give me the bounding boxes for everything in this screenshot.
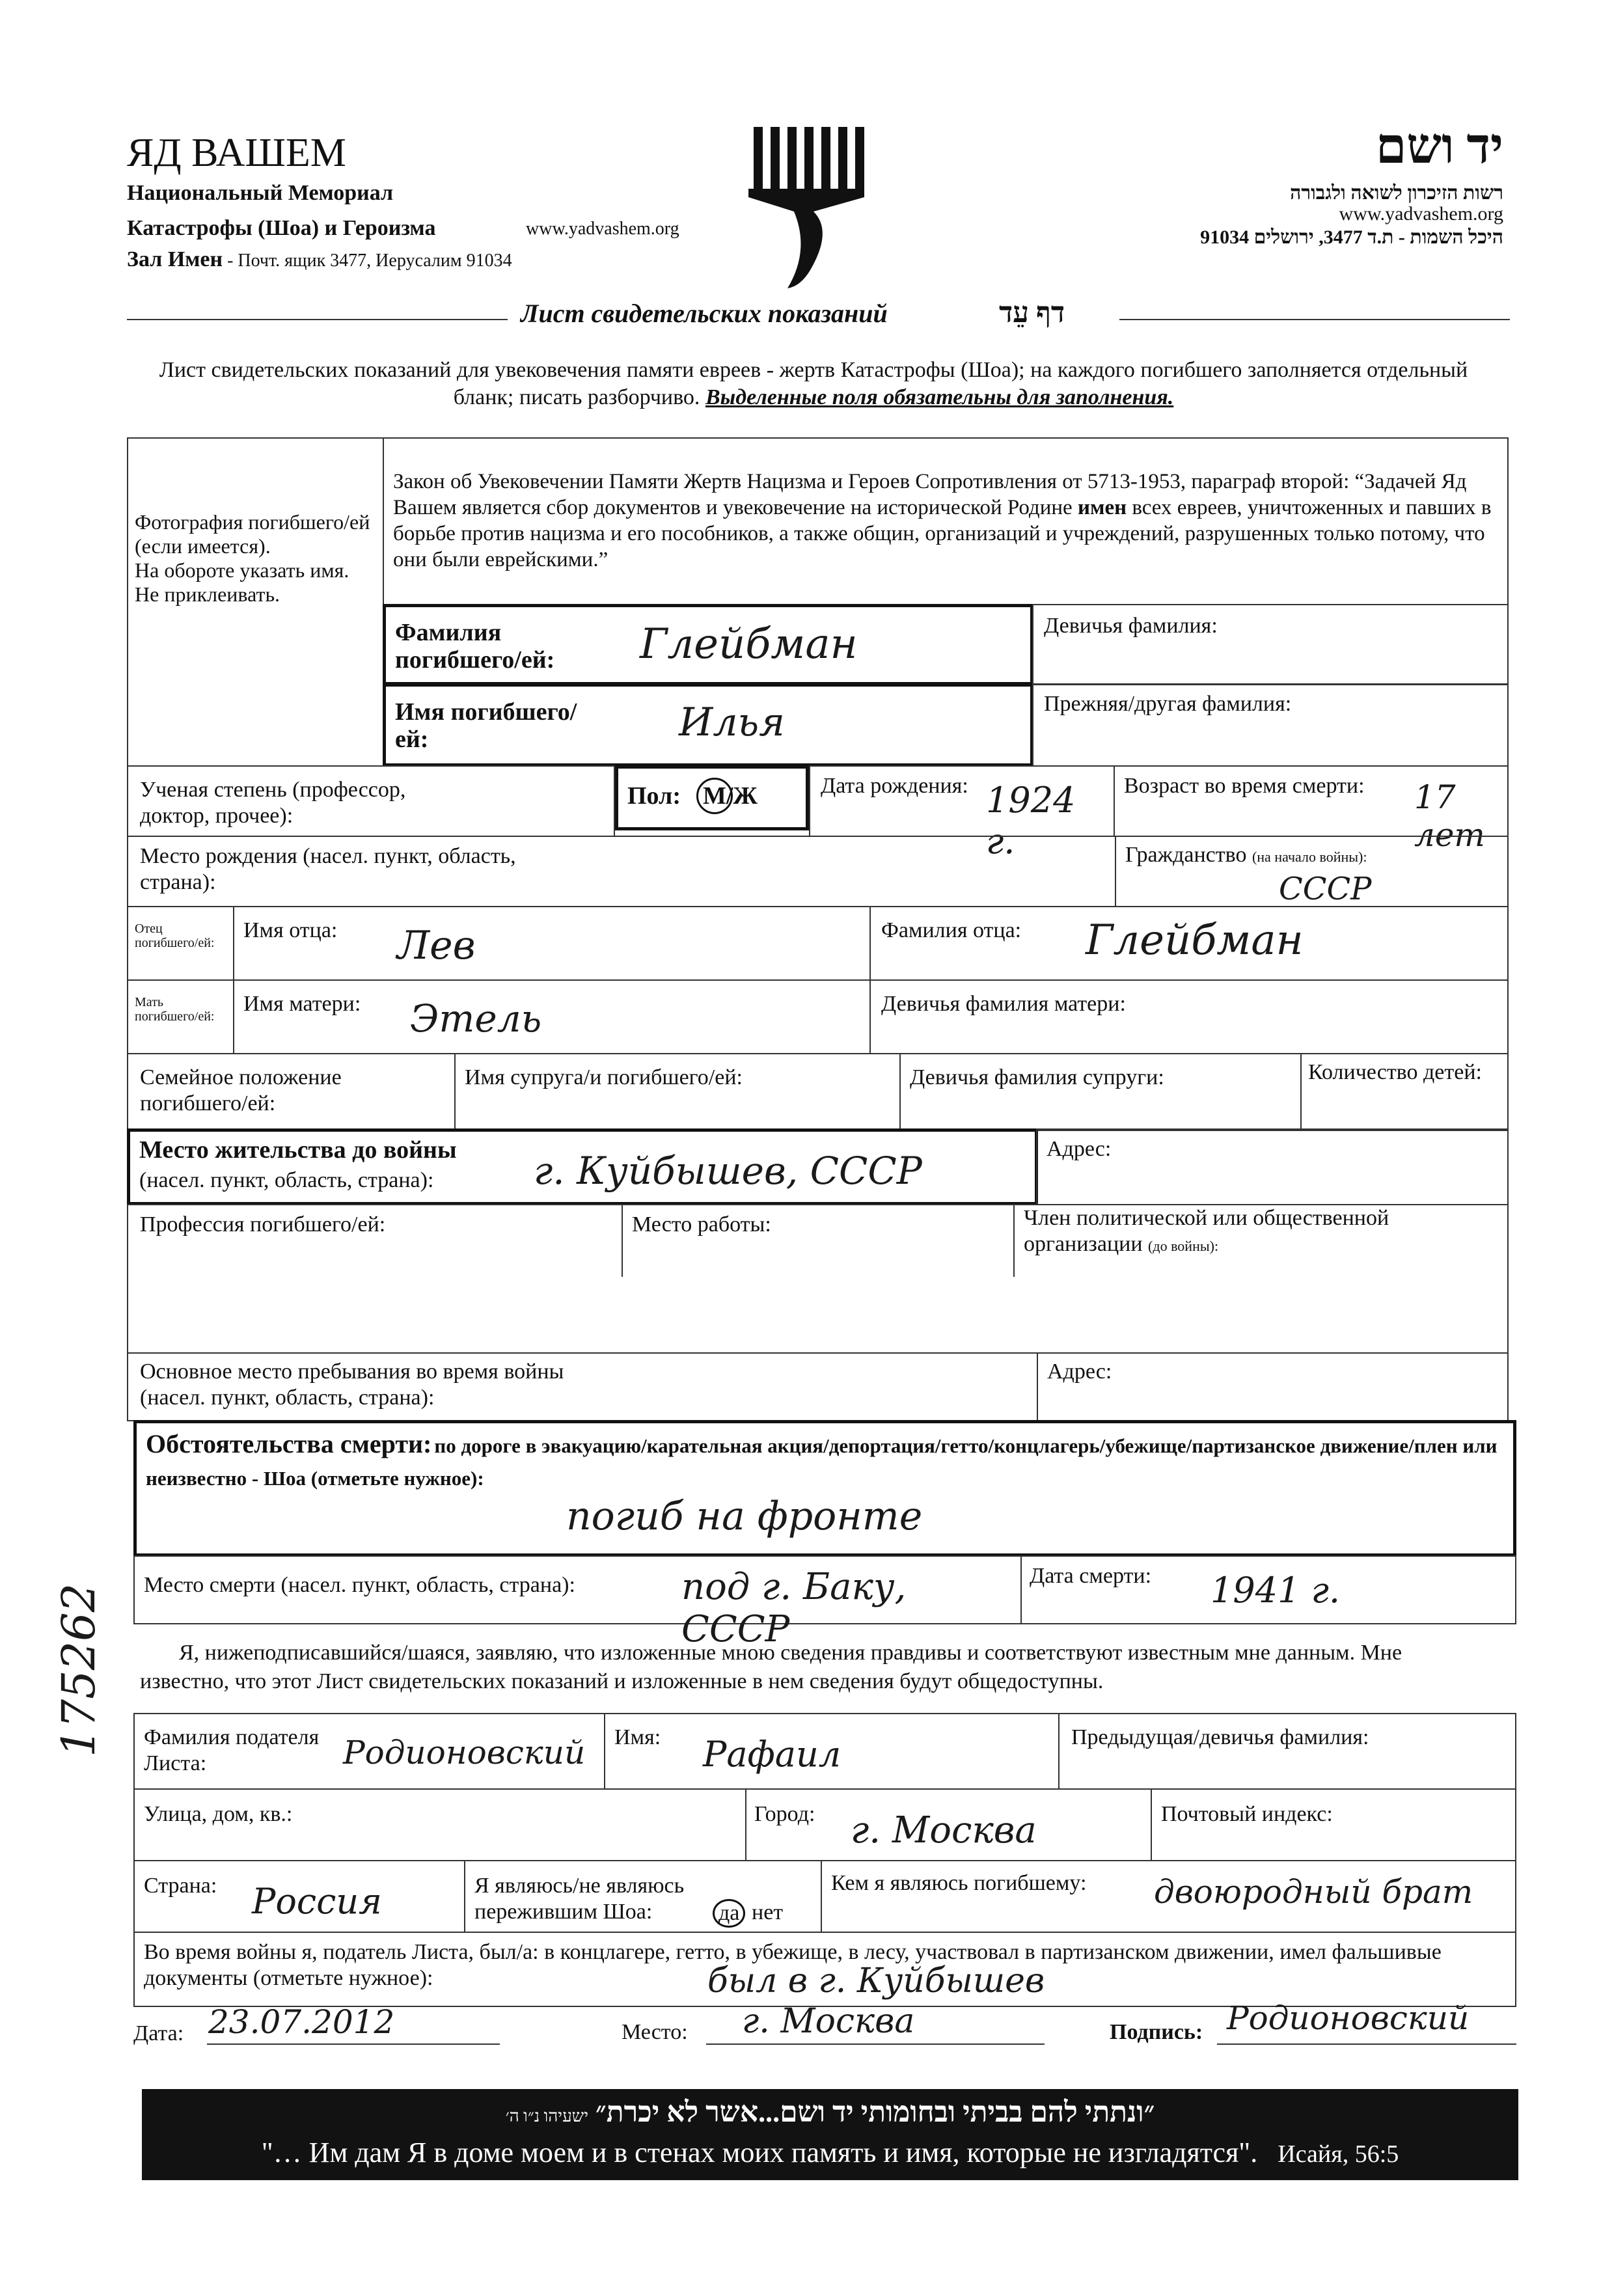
hall-line bbox=[127, 247, 512, 272]
residence-address-field[interactable] bbox=[1036, 1128, 1509, 1205]
wartime-label: Основное место пребывания во время войны (насел. пункт, область, страна): bbox=[140, 1360, 564, 1410]
death-place-field[interactable] bbox=[133, 1555, 1022, 1650]
work-divider-1 bbox=[622, 1205, 623, 1277]
city-value: г. Москва bbox=[851, 1809, 1037, 1852]
spouse-maiden-label: Девичья фамилия супруги: bbox=[910, 1065, 1164, 1089]
father-surname-field[interactable] bbox=[869, 906, 1509, 981]
father-name-label: Имя отца: bbox=[243, 918, 338, 942]
relation-field[interactable] bbox=[821, 1860, 1516, 1933]
wartime-address-label: Адрес: bbox=[1047, 1360, 1112, 1384]
banner-hebrew-ref: ישעיהו נ״ו ה׳ bbox=[505, 2107, 589, 2125]
maiden-name-field[interactable] bbox=[1032, 604, 1509, 685]
sex-circle bbox=[696, 778, 733, 814]
submitter-war-field[interactable] bbox=[133, 1932, 1516, 2007]
website-right: www.yadvashem.org bbox=[1339, 203, 1503, 225]
death-date-label: Дата смерти: bbox=[1030, 1564, 1152, 1588]
citizenship-value: СССР bbox=[1279, 871, 1372, 907]
member-note: (до войны): bbox=[1148, 1238, 1219, 1254]
survivor-yes[interactable]: да bbox=[713, 1899, 745, 1928]
law-part2: всех евреев, уничтоженных и павших в борьбе против нацизма и его пособников, а также общин, организаций и учреждений, разрушенных только потому, что они были еврейскими.” bbox=[393, 496, 1492, 571]
website-left: www.yadvashem.org bbox=[526, 219, 679, 239]
victim-firstname-label: Имя погибшего/ей: bbox=[395, 698, 577, 753]
sign-place-value: г. Москва bbox=[742, 2002, 915, 2041]
photo-box bbox=[127, 437, 384, 767]
sign-date-label: Дата: bbox=[133, 2021, 184, 2045]
org-title-he: יד ושם bbox=[1375, 119, 1503, 174]
residence-address-label: Адрес: bbox=[1046, 1137, 1112, 1161]
survivor-label: Я являюсь/не являюсь пережившим Шоа: bbox=[474, 1874, 685, 1924]
wartime-address-field[interactable] bbox=[1037, 1352, 1509, 1421]
sex-field[interactable] bbox=[615, 765, 809, 830]
father-surname-label: Фамилия отца: bbox=[881, 918, 1022, 942]
dob-field[interactable] bbox=[809, 765, 1115, 862]
title-rule-right bbox=[1119, 319, 1510, 320]
residence-field[interactable] bbox=[127, 1128, 1038, 1205]
profession-label[interactable]: Профессия погибшего/ей: bbox=[140, 1212, 386, 1237]
signature-label: Подпись: bbox=[1110, 2020, 1203, 2044]
death-place-value: под г. Баку, СССР bbox=[681, 1566, 907, 1650]
prev-surname-field[interactable] bbox=[1058, 1713, 1516, 1790]
children-label: Количество детей: bbox=[1308, 1060, 1482, 1084]
form-title-ru: Лист свидетельских показаний bbox=[521, 299, 888, 328]
residence-label: Место жительства до войны bbox=[139, 1136, 457, 1164]
menorah-logo-icon bbox=[748, 120, 866, 290]
banner-hebrew-line bbox=[142, 2096, 1518, 2133]
form-title-he: דף עֵד bbox=[999, 297, 1065, 329]
member-label: Член политической или общественной организации bbox=[1024, 1206, 1389, 1256]
relation-value: двоюродный брат bbox=[1154, 1873, 1473, 1911]
zip-label: Почтовый индекс: bbox=[1161, 1802, 1333, 1826]
submitter-surname-label: Фамилия подателя Листа: bbox=[144, 1725, 320, 1775]
other-surname-label: Прежняя/другая фамилия: bbox=[1044, 692, 1292, 716]
death-circ-text bbox=[146, 1430, 1499, 1497]
victim-surname-value: Глейбман bbox=[640, 620, 858, 668]
age-label: Возраст во время смерти: bbox=[1124, 774, 1365, 798]
country-label: Страна: bbox=[144, 1874, 217, 1898]
survivor-no[interactable]: нет bbox=[752, 1900, 784, 1924]
banner-russian-ref: Исайя, 56:5 bbox=[1278, 2140, 1399, 2168]
signature-line bbox=[1217, 2043, 1516, 2045]
sign-place-label: Место: bbox=[622, 2020, 688, 2044]
city-field[interactable] bbox=[745, 1788, 1152, 1861]
dob-value: 1924 г. bbox=[986, 780, 1076, 862]
he-line3: היכל השמות - ת.ד 3477, ירושלים 91034 bbox=[1200, 226, 1503, 248]
header bbox=[0, 0, 1614, 299]
sex-label: Пол: bbox=[627, 782, 681, 810]
street-label: Улица, дом, кв.: bbox=[144, 1802, 293, 1826]
marital-field[interactable] bbox=[127, 1053, 456, 1131]
victim-firstname-value: Илья bbox=[679, 700, 785, 745]
victim-firstname-field[interactable] bbox=[383, 683, 1033, 767]
spouse-maiden-field[interactable] bbox=[899, 1053, 1302, 1131]
law-bold: имен bbox=[1077, 496, 1127, 519]
wartime-field[interactable] bbox=[127, 1352, 1038, 1421]
banner-russian-line bbox=[155, 2136, 1505, 2171]
citizenship-field[interactable] bbox=[1115, 836, 1509, 907]
other-surname-field[interactable] bbox=[1032, 683, 1509, 767]
submitter-surname-value: Родионовский bbox=[343, 1734, 586, 1771]
father-side-cell bbox=[127, 906, 234, 981]
banner-hebrew-quote: ״ונתתי להם בביתי ובחומותי יד ושם...אשר לא יכרת״ bbox=[595, 2096, 1155, 2128]
sex-options: М/Ж bbox=[703, 782, 758, 810]
photo-instructions bbox=[135, 510, 376, 607]
country-value: Россия bbox=[252, 1881, 382, 1922]
father-surname-value: Глейбман bbox=[1086, 916, 1304, 964]
workplace-label[interactable]: Место работы: bbox=[632, 1212, 771, 1237]
photo-line3: Не приклеивать. bbox=[135, 582, 280, 606]
mother-maiden-label: Девичья фамилия матери: bbox=[881, 992, 1126, 1016]
death-circ-value: погиб на фронте bbox=[566, 1494, 923, 1539]
hall-bold: Зал Имен bbox=[127, 247, 223, 271]
member-label-block[interactable] bbox=[1024, 1205, 1492, 1257]
zip-field[interactable] bbox=[1151, 1788, 1516, 1861]
degree-field[interactable] bbox=[127, 765, 615, 837]
relation-label: Кем я являюсь погибшему: bbox=[831, 1871, 1087, 1895]
intro-emphasis: Выделенные поля обязательны для заполнения. bbox=[705, 385, 1174, 409]
degree-label: Ученая степень (профессор, доктор, прочее): bbox=[140, 778, 406, 828]
sign-date-line bbox=[207, 2043, 500, 2045]
dob-label: Дата рождения: bbox=[821, 774, 968, 798]
org-line2: Катастрофы (Шоа) и Героизма bbox=[127, 216, 436, 240]
mother-side-label: Мать погибшего/ей: bbox=[135, 995, 215, 1024]
street-field[interactable] bbox=[133, 1788, 746, 1861]
father-side-label: Отец погибшего/ей: bbox=[135, 922, 215, 950]
quote-banner bbox=[142, 2089, 1518, 2180]
banner-russian-quote: "… Им дам Я в доме моем и в стенах моих память и имя, которые не изгладятся". bbox=[261, 2137, 1258, 2168]
sign-date-value: 23.07.2012 bbox=[208, 2003, 395, 2041]
death-circ-options: по дороге в эвакуацию/карательная акция/депортация/гетто/концлагерь/убежище/партизанское движение/плен или неизвестно - Шоа (отметьте нужное): bbox=[146, 1434, 1498, 1490]
hall-address: - Почт. ящик 3477, Иерусалим 91034 bbox=[223, 251, 512, 271]
mother-side-cell bbox=[127, 979, 234, 1054]
work-divider-2 bbox=[1013, 1205, 1015, 1277]
intro-body: Лист свидетельских показаний для увековечения памяти евреев - жертв Катастрофы (Шоа); на каждого погибшего заполняется отдельный бланк; писать разборчиво. bbox=[159, 358, 1468, 409]
marital-label: Семейное положение погибшего/ей: bbox=[140, 1065, 342, 1115]
law-part1: Закон об Увековечении Памяти Жертв Нацизма и Героев Сопротивления от 5713-1953, параграф второй: “Задачей Яд Вашем является сбор документов и увековечение на исторической Родине bbox=[393, 470, 1467, 519]
citizenship-label-line bbox=[1125, 842, 1367, 868]
citizenship-note: (на начало войны): bbox=[1252, 849, 1367, 865]
intro-text bbox=[143, 357, 1484, 411]
submitter-surname-field[interactable] bbox=[133, 1713, 605, 1790]
submitter-name-field[interactable] bbox=[604, 1713, 1060, 1790]
sign-place-line bbox=[706, 2043, 1045, 2045]
residence-sub: (насел. пункт, область, страна): bbox=[139, 1168, 434, 1192]
city-label: Город: bbox=[754, 1802, 815, 1826]
birthplace-label: Место рождения (насел. пункт, область, страна): bbox=[140, 844, 516, 894]
signature-value: Родионовский bbox=[1227, 1999, 1470, 2037]
death-place-label: Место смерти (насел. пункт, область, страна): bbox=[144, 1573, 575, 1597]
spouse-label: Имя супруга/и погибшего/ей: bbox=[465, 1065, 743, 1089]
death-date-value: 1941 г. bbox=[1210, 1570, 1341, 1611]
country-field[interactable] bbox=[133, 1860, 465, 1933]
citizenship-label: Гражданство bbox=[1125, 843, 1247, 867]
prev-surname-label: Предыдущая/девичья фамилия: bbox=[1071, 1725, 1369, 1749]
org-line1: Национальный Мемориал bbox=[127, 181, 394, 205]
age-value: 17 лет bbox=[1414, 778, 1485, 854]
submitter-name-value: Рафаил bbox=[703, 1734, 841, 1775]
law-box bbox=[383, 437, 1509, 605]
mother-name-field[interactable] bbox=[233, 979, 871, 1054]
victim-surname-label: Фамилия погибшего/ей: bbox=[395, 619, 555, 674]
death-circ-label: Обстоятельства смерти: bbox=[146, 1429, 432, 1458]
law-text bbox=[393, 469, 1493, 573]
declaration-text: Я, нижеподписавшийся/шаяся, заявляю, что изложенные мною сведения правдивы и соответствуют известным мне данным. Мне известно, что этот Лист свидетельских показаний и изложенные в нем сведения будут общедоступны. bbox=[140, 1641, 1402, 1693]
work-row bbox=[127, 1204, 1509, 1354]
birthplace-field[interactable] bbox=[127, 836, 1116, 907]
org-title-ru: ЯД ВАШЕМ bbox=[127, 131, 346, 175]
submitter-name-label: Имя: bbox=[614, 1725, 661, 1749]
death-date-field[interactable] bbox=[1020, 1555, 1516, 1624]
margin-note: 175262 bbox=[52, 1583, 105, 1757]
photo-line1: Фотография погибшего/ей (если имеется). bbox=[135, 510, 370, 558]
death-circumstances-field[interactable] bbox=[133, 1420, 1516, 1557]
father-name-field[interactable] bbox=[233, 906, 871, 981]
survivor-field[interactable] bbox=[464, 1860, 822, 1933]
mother-name-value: Этель bbox=[410, 996, 542, 1041]
submitter-war-label: Во время войны я, податель Листа, был/а: в концлагере, гетто, в убежище, в лесу, участвовал в партизанском движении, имел фальшивые документы (отметьте нужное): bbox=[144, 1940, 1442, 1990]
mother-maiden-field[interactable] bbox=[869, 979, 1509, 1054]
children-field[interactable] bbox=[1300, 1053, 1509, 1131]
maiden-name-label: Девичья фамилия: bbox=[1044, 614, 1218, 638]
he-line1: רשות הזיכרון לשואה ולגבורה bbox=[1290, 182, 1503, 204]
residence-value: г. Куйбышев, СССР bbox=[534, 1149, 922, 1193]
father-name-value: Лев bbox=[397, 923, 476, 968]
title-rule-left bbox=[127, 319, 508, 320]
photo-line2: На обороте указать имя. bbox=[135, 558, 349, 582]
victim-surname-field[interactable] bbox=[383, 604, 1033, 685]
spouse-field[interactable] bbox=[454, 1053, 901, 1131]
submitter-war-value: был в г. Куйбышев bbox=[707, 1961, 1045, 2001]
age-field[interactable] bbox=[1114, 765, 1509, 854]
mother-name-label: Имя матери: bbox=[243, 992, 361, 1016]
